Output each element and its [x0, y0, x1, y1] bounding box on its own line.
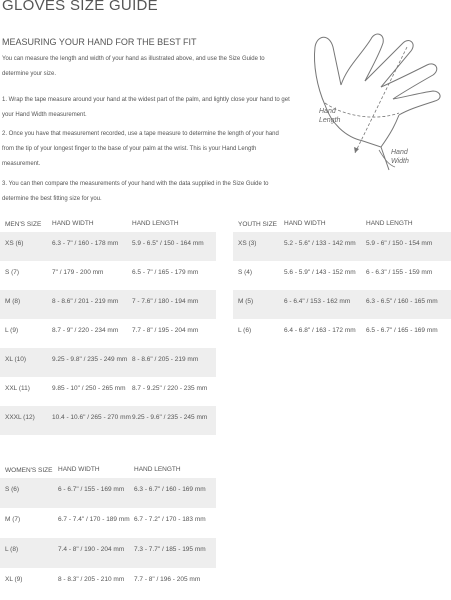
table-row [233, 290, 451, 319]
hand-width-cell: 6 - 6.4" / 153 - 162 mm [284, 290, 366, 319]
hand-length-cell: 8.7 - 9.25" / 220 - 235 mm [132, 385, 208, 392]
table-row [233, 232, 451, 261]
hand-width-cell: 10.4 - 10.6" / 265 - 270 mm [52, 406, 132, 435]
size-cell: M (7) [5, 516, 21, 523]
hand-width-cell: 5.2 - 5.6" / 133 - 142 mm [284, 232, 366, 261]
hand-length-label: Hand Length [319, 108, 341, 124]
hand-width-cell: 5.6 - 5.9" / 143 - 152 mm [284, 269, 356, 276]
hand-width-cell: 8.7 - 9" / 220 - 234 mm [52, 327, 119, 334]
hand-length-cell: 6 - 6.3" / 155 - 159 mm [366, 269, 433, 276]
size-cell: L (8) [0, 538, 58, 568]
table-row [233, 261, 451, 290]
size-cell: S (7) [5, 269, 20, 276]
womens-size-table [0, 464, 216, 598]
hand-length-cell: 5.9 - 6.5" / 150 - 164 mm [132, 232, 216, 261]
table-row [233, 319, 451, 348]
womens-length-header: HAND LENGTH [134, 466, 181, 473]
womens-size-header: WOMEN'S SIZE [5, 467, 53, 474]
womens-width-header: HAND WIDTH [58, 466, 100, 473]
hand-length-cell: 7.3 - 7.7" / 185 - 195 mm [134, 538, 216, 568]
hand-width-cell: 6 - 6.7" / 155 - 169 mm [58, 478, 134, 508]
table-row [0, 568, 216, 598]
mens-size-table [0, 218, 216, 435]
size-cell: M (5) [233, 290, 284, 319]
hand-width-cell: 8 - 8.6" / 201 - 219 mm [52, 290, 132, 319]
hand-length-cell: 7 - 7.6" / 180 - 194 mm [132, 290, 216, 319]
table-row [0, 478, 216, 508]
step-1-paragraph: 1. Wrap the tape measure around your hand at the widest part of the palm, and lightly close your hand to get your Hand Width measurement. [2, 97, 290, 118]
section-subtitle: MEASURING YOUR HAND FOR THE BEST FIT [2, 37, 197, 47]
hand-length-cell: 7.7 - 8" / 196 - 205 mm [134, 576, 201, 583]
table-row [0, 290, 216, 319]
table-header-row [0, 218, 216, 232]
hand-measurement-diagram [295, 25, 450, 175]
youth-size-header: YOUTH SIZE [238, 221, 278, 228]
hand-length-cell: 6.5 - 7" / 165 - 179 mm [132, 269, 199, 276]
hand-width-cell: 6.3 - 7" / 160 - 178 mm [52, 232, 132, 261]
table-row [0, 319, 216, 348]
mens-length-header: HAND LENGTH [132, 220, 179, 227]
hand-length-cell: 8 - 8.6" / 205 - 219 mm [132, 348, 216, 377]
hand-width-label: Hand Width [391, 149, 409, 165]
hand-width-cell: 6.4 - 6.8" / 163 - 172 mm [284, 327, 356, 334]
hand-length-cell: 6.3 - 6.7" / 160 - 169 mm [134, 478, 216, 508]
size-cell: XL (9) [5, 576, 23, 583]
hand-width-cell: 9.85 - 10" / 250 - 265 mm [52, 385, 126, 392]
hand-length-cell: 6.3 - 6.5" / 160 - 165 mm [366, 290, 451, 319]
table-header-row [0, 464, 216, 478]
table-row [0, 538, 216, 568]
hand-width-cell: 6.7 - 7.4" / 170 - 189 mm [58, 516, 130, 523]
youth-size-table [233, 218, 451, 348]
step-2-paragraph: 2. Once you have that measurement recorded, use a tape measure to determine the length of your hand from the tip of your longest finger to the base of your palm at the wrist. This is your Hand Length measurement. [2, 131, 279, 167]
hand-width-cell: 8 - 8.3" / 205 - 210 mm [58, 576, 125, 583]
page-title: GLOVES SIZE GUIDE [2, 0, 158, 14]
hand-length-cell: 7.7 - 8" / 195 - 204 mm [132, 327, 199, 334]
table-row [0, 406, 216, 435]
table-row [0, 348, 216, 377]
hand-length-cell: 6.5 - 6.7" / 165 - 169 mm [366, 327, 438, 334]
size-cell: XS (3) [233, 232, 284, 261]
size-cell: S (4) [238, 269, 253, 276]
size-cell: XXL (11) [5, 385, 30, 392]
mens-size-header: MEN'S SIZE [5, 221, 42, 228]
youth-width-header: HAND WIDTH [284, 220, 326, 227]
size-cell: S (6) [0, 478, 58, 508]
size-cell: XL (10) [0, 348, 52, 377]
table-row [0, 261, 216, 290]
size-cell: XXXL (12) [0, 406, 52, 435]
size-cell: L (9) [5, 327, 19, 334]
step-3-paragraph: 3. You can then compare the measurements of your hand with the data supplied in the Size Guide to determine the best fitting size for you. [2, 181, 269, 202]
size-cell: L (6) [238, 327, 252, 334]
table-row [0, 377, 216, 406]
mens-width-header: HAND WIDTH [52, 220, 94, 227]
table-header-row [233, 218, 451, 232]
youth-length-header: HAND LENGTH [366, 220, 413, 227]
table-row [0, 232, 216, 261]
hand-width-cell: 9.25 - 9.8" / 235 - 249 mm [52, 348, 132, 377]
intro-paragraph: You can measure the length and width of your hand as illustrated above, and use the Size Guide to determine your size. [2, 56, 265, 77]
size-cell: XS (6) [0, 232, 52, 261]
hand-length-cell: 6.7 - 7.2" / 170 - 183 mm [134, 516, 206, 523]
hand-width-cell: 7.4 - 8" / 190 - 204 mm [58, 538, 134, 568]
hand-outline-icon [295, 25, 450, 175]
table-row [0, 508, 216, 538]
size-cell: M (8) [0, 290, 52, 319]
hand-width-cell: 7" / 179 - 200 mm [52, 269, 104, 276]
hand-length-cell: 9.25 - 9.6" / 235 - 245 mm [132, 406, 216, 435]
hand-length-cell: 5.9 - 6" / 150 - 154 mm [366, 232, 451, 261]
